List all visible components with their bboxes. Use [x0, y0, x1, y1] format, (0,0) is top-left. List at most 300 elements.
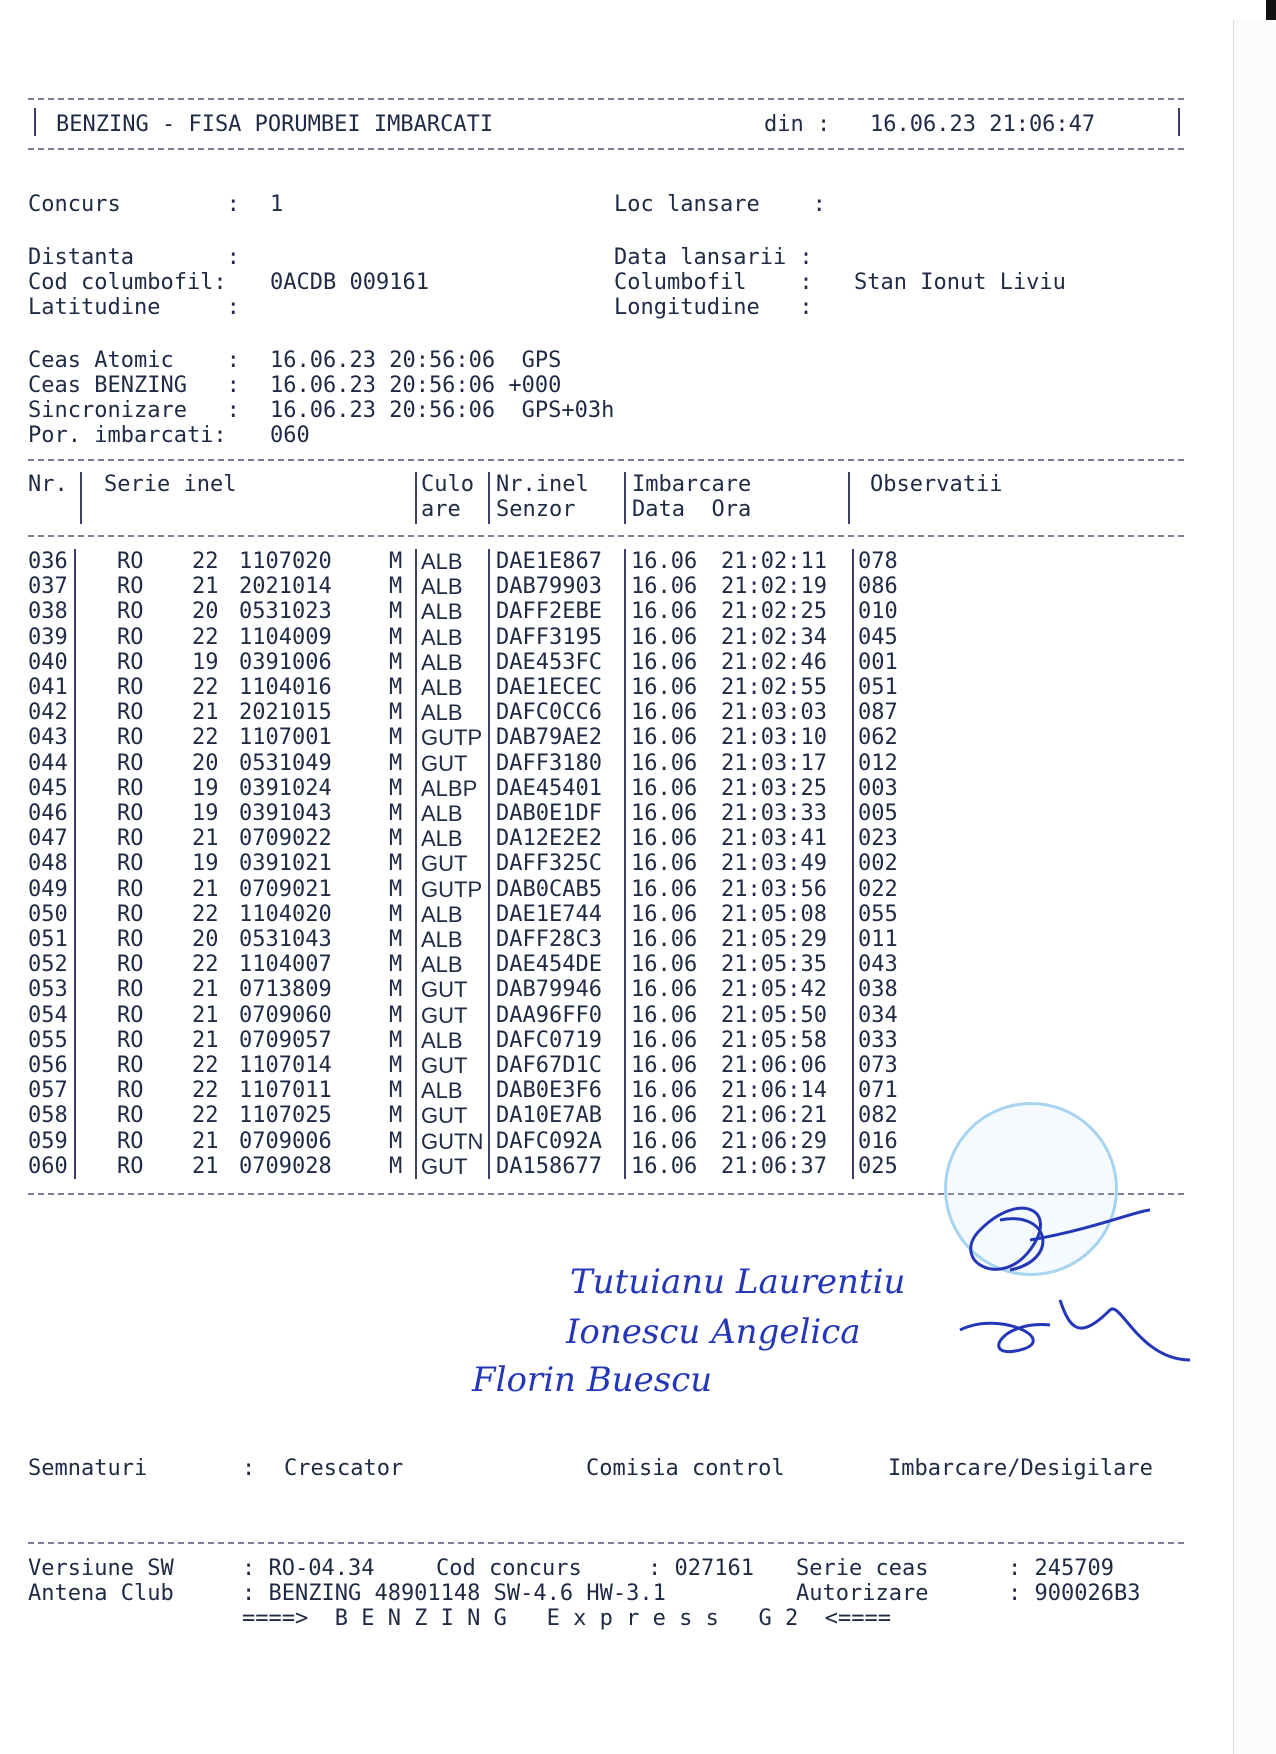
cell-date: 16.06	[631, 801, 698, 826]
concurs-label: Concurs :	[28, 192, 240, 217]
serie-ceas-value: : 245709	[1008, 1556, 1114, 1581]
cell-country: RO	[117, 801, 144, 826]
cell-date: 16.06	[631, 1103, 698, 1129]
cell-time: 21:06:37	[721, 1153, 827, 1179]
cell-color: ALB	[421, 1027, 463, 1053]
cell-nr: 046	[28, 801, 68, 826]
col-header-nr: Nr.	[28, 472, 68, 497]
col-header-imbarcare-1: Imbarcare	[632, 472, 752, 497]
longitudine-label: Longitudine :	[614, 295, 813, 320]
col-header-culoare-2: are	[421, 497, 461, 522]
body-col-sep-2	[415, 549, 417, 1179]
cell-date: 16.06	[631, 775, 698, 801]
header-left-bar	[34, 108, 36, 136]
cell-sex: M	[389, 1153, 403, 1179]
header-top-divider	[28, 98, 1184, 100]
cell-time: 21:03:17	[721, 750, 827, 776]
cell-ring: 0709057	[239, 1027, 332, 1053]
cell-date: 16.06	[631, 750, 698, 776]
antena-club-label: Antena Club	[28, 1581, 174, 1606]
crescator-label: Crescator	[284, 1456, 404, 1481]
table-header-divider	[28, 535, 1184, 537]
cell-date: 16.06	[631, 1053, 698, 1078]
cell-color: GUT	[421, 1053, 468, 1078]
table-row	[28, 851, 988, 876]
report-date-label: din :	[764, 112, 831, 137]
benzing-express-banner: ====> B E N Z I N G E x p r e s s G 2 <====	[242, 1606, 892, 1631]
cell-sex: M	[389, 1027, 403, 1053]
cell-sensor: DAA96FF0	[496, 1002, 602, 1028]
cell-ring: 0709028	[239, 1153, 332, 1179]
cell-country: RO	[117, 1103, 144, 1129]
cell-year: 21	[192, 876, 219, 902]
cell-sensor: DAFF28C3	[496, 927, 602, 952]
table-row	[28, 549, 988, 574]
distanta-label: Distanta :	[28, 245, 240, 270]
ceas-benzing-label: Ceas BENZING :	[28, 373, 240, 398]
cell-sensor: DA12E2E2	[496, 826, 602, 852]
cell-year: 22	[192, 952, 219, 978]
table-row	[28, 927, 988, 952]
header-col-sep-3	[488, 472, 490, 524]
handwriting-line-1: Tutuianu Laurentiu	[570, 1262, 906, 1302]
cell-ring: 0713809	[239, 977, 332, 1003]
cell-time: 21:02:34	[721, 624, 827, 650]
table-row	[28, 599, 988, 624]
table-row	[28, 1053, 988, 1078]
cell-date: 16.06	[631, 826, 698, 852]
cell-time: 21:03:56	[721, 876, 827, 902]
cell-year: 22	[192, 624, 219, 650]
cell-sex: M	[389, 750, 403, 776]
cell-obs: 022	[858, 876, 898, 902]
cell-year: 20	[192, 750, 219, 776]
cell-country: RO	[117, 649, 144, 675]
cell-time: 21:02:55	[721, 675, 827, 700]
header-col-sep-5	[848, 472, 850, 524]
columbofil-label: Columbofil :	[614, 270, 813, 295]
cell-sensor: DA10E7AB	[496, 1103, 602, 1129]
cell-color: ALB	[421, 826, 463, 852]
cod-columbofil-value: 0ACDB 009161	[270, 270, 429, 295]
body-col-sep-4	[624, 549, 626, 1179]
cell-obs: 045	[858, 624, 898, 650]
cell-ring: 2021014	[239, 574, 332, 600]
cell-ring: 0391043	[239, 801, 332, 826]
cell-country: RO	[117, 599, 144, 625]
cell-sensor: DAE1ECEC	[496, 675, 602, 700]
col-header-nrinel-2: Senzor	[496, 497, 576, 522]
cell-ring: 1104009	[239, 624, 332, 650]
cell-country: RO	[117, 675, 144, 700]
cell-color: GUTP	[421, 876, 483, 902]
cell-nr: 060	[28, 1153, 68, 1179]
cell-obs: 011	[858, 927, 898, 952]
cell-time: 21:03:41	[721, 826, 827, 852]
cell-nr: 051	[28, 927, 68, 952]
cell-sensor: DAF67D1C	[496, 1053, 602, 1078]
cell-color: ALBP	[421, 775, 478, 801]
cell-ring: 0709006	[239, 1128, 332, 1154]
cell-year: 21	[192, 977, 219, 1003]
cell-time: 21:05:42	[721, 977, 827, 1003]
cell-country: RO	[117, 1128, 144, 1154]
cell-time: 21:06:06	[721, 1053, 827, 1078]
cell-year: 21	[192, 1002, 219, 1028]
cell-year: 22	[192, 1103, 219, 1129]
cell-nr: 048	[28, 851, 68, 877]
table-row	[28, 902, 988, 927]
cell-country: RO	[117, 624, 144, 650]
cell-year: 20	[192, 599, 219, 625]
table-row	[28, 625, 988, 650]
table-row	[28, 1003, 988, 1028]
cod-columbofil-label: Cod columbofil:	[28, 270, 227, 295]
table-row	[28, 1129, 988, 1154]
cell-nr: 038	[28, 599, 68, 625]
cell-year: 22	[192, 675, 219, 700]
cell-sex: M	[389, 599, 403, 625]
cell-country: RO	[117, 549, 144, 574]
table-top-divider	[28, 459, 1184, 461]
cell-sex: M	[389, 624, 403, 650]
cell-sensor: DAE453FC	[496, 649, 602, 675]
cell-date: 16.06	[631, 574, 698, 600]
table-row	[28, 675, 988, 700]
cell-sex: M	[389, 725, 403, 751]
cell-country: RO	[117, 952, 144, 978]
cell-color: GUT	[421, 1002, 468, 1028]
cell-year: 21	[192, 826, 219, 852]
cell-date: 16.06	[631, 1078, 698, 1104]
cod-concurs-label: Cod concurs	[436, 1556, 582, 1581]
versiune-sw-value: : RO-04.34	[242, 1556, 375, 1581]
cell-year: 22	[192, 901, 219, 927]
concurs-value: 1	[270, 192, 284, 217]
handwriting-line-3: Florin Buescu	[472, 1360, 713, 1400]
cell-nr: 040	[28, 649, 68, 675]
ceas-atomic-value: 16.06.23 20:56:06 GPS	[270, 348, 562, 373]
cell-date: 16.06	[631, 876, 698, 902]
semnaturi-label: Semnaturi	[28, 1456, 148, 1481]
cell-sex: M	[389, 801, 403, 826]
cell-time: 21:03:49	[721, 851, 827, 877]
header-col-sep-4	[624, 472, 626, 524]
cod-concurs-value: : 027161	[648, 1556, 754, 1581]
cell-nr: 045	[28, 775, 68, 801]
cell-year: 19	[192, 775, 219, 801]
cell-nr: 056	[28, 1053, 68, 1078]
cell-sensor: DAFF3195	[496, 624, 602, 650]
cell-ring: 0391006	[239, 649, 332, 675]
table-row	[28, 952, 988, 977]
cell-country: RO	[117, 826, 144, 852]
cell-sensor: DAB79903	[496, 574, 602, 600]
cell-year: 21	[192, 574, 219, 600]
body-col-sep-1	[74, 549, 76, 1179]
cell-color: ALB	[421, 624, 463, 650]
cell-obs: 016	[858, 1128, 898, 1154]
cell-color: ALB	[421, 675, 463, 700]
cell-ring: 0531049	[239, 750, 332, 776]
table-row	[28, 1028, 988, 1053]
cell-nr: 052	[28, 952, 68, 978]
cell-sensor: DAB0E3F6	[496, 1078, 602, 1104]
cell-sex: M	[389, 1053, 403, 1078]
signature-scribbles	[940, 1190, 1230, 1420]
cell-color: ALB	[421, 649, 463, 675]
cell-sex: M	[389, 775, 403, 801]
cell-color: GUT	[421, 1153, 468, 1179]
cell-ring: 0531023	[239, 599, 332, 625]
cell-nr: 053	[28, 977, 68, 1003]
cell-obs: 038	[858, 977, 898, 1003]
cell-country: RO	[117, 574, 144, 600]
cell-nr: 043	[28, 725, 68, 751]
cell-country: RO	[117, 977, 144, 1003]
cell-date: 16.06	[631, 1027, 698, 1053]
cell-date: 16.06	[631, 675, 698, 700]
loc-lansare-label: Loc lansare :	[614, 192, 826, 217]
ceas-atomic-label: Ceas Atomic :	[28, 348, 240, 373]
cell-color: GUTP	[421, 725, 483, 751]
cell-nr: 041	[28, 675, 68, 700]
cell-color: GUT	[421, 851, 468, 877]
handwriting-line-2: Ionescu Angelica	[566, 1312, 861, 1352]
cell-nr: 049	[28, 876, 68, 902]
cell-nr: 036	[28, 549, 68, 574]
cell-year: 19	[192, 801, 219, 826]
cell-sensor: DAE1E744	[496, 901, 602, 927]
cell-time: 21:02:11	[721, 549, 827, 574]
columbofil-value: Stan Ionut Liviu	[854, 270, 1066, 295]
cell-time: 21:05:08	[721, 901, 827, 927]
cell-year: 19	[192, 851, 219, 877]
cell-sensor: DAE454DE	[496, 952, 602, 978]
cell-year: 19	[192, 649, 219, 675]
col-header-nrinel-1: Nr.inel	[496, 472, 589, 497]
cell-sex: M	[389, 927, 403, 952]
cell-time: 21:03:25	[721, 775, 827, 801]
cell-nr: 055	[28, 1027, 68, 1053]
cell-year: 22	[192, 549, 219, 574]
cell-country: RO	[117, 750, 144, 776]
cell-nr: 037	[28, 574, 68, 600]
cell-ring: 1104007	[239, 952, 332, 978]
cell-sex: M	[389, 1128, 403, 1154]
cell-date: 16.06	[631, 851, 698, 877]
cell-color: ALB	[421, 952, 463, 978]
cell-ring: 0709060	[239, 1002, 332, 1028]
cell-year: 20	[192, 927, 219, 952]
cell-color: GUT	[421, 750, 468, 776]
cell-nr: 042	[28, 700, 68, 726]
report-title: BENZING - FISA PORUMBEI IMBARCATI	[56, 112, 494, 137]
cell-sensor: DAB79AE2	[496, 725, 602, 751]
cell-nr: 047	[28, 826, 68, 852]
col-header-observatii: Observatii	[870, 472, 1003, 497]
cell-sex: M	[389, 649, 403, 675]
cell-obs: 082	[858, 1103, 898, 1129]
cell-date: 16.06	[631, 725, 698, 751]
table-row	[28, 877, 988, 902]
cell-obs: 055	[858, 901, 898, 927]
cell-year: 21	[192, 1153, 219, 1179]
cell-ring: 2021015	[239, 700, 332, 726]
cell-time: 21:03:33	[721, 801, 827, 826]
table-row	[28, 826, 988, 851]
cell-ring: 0709022	[239, 826, 332, 852]
cell-time: 21:05:29	[721, 927, 827, 952]
cell-sensor: DAE45401	[496, 775, 602, 801]
cell-country: RO	[117, 851, 144, 877]
footer-divider	[28, 1542, 1184, 1544]
report-date-value: 16.06.23 21:06:47	[870, 112, 1096, 137]
cell-country: RO	[117, 725, 144, 751]
cell-color: ALB	[421, 599, 463, 625]
cell-color: GUT	[421, 1103, 468, 1129]
col-header-culoare-1: Culo	[421, 472, 474, 497]
cell-time: 21:02:19	[721, 574, 827, 600]
cell-date: 16.06	[631, 1128, 698, 1154]
header-bottom-divider	[28, 148, 1184, 150]
cell-obs: 073	[858, 1053, 898, 1078]
porumbei-imbarcati-value: 060	[270, 423, 310, 448]
sincronizare-value: 16.06.23 20:56:06 GPS+03h	[270, 398, 615, 423]
cell-sensor: DAB0CAB5	[496, 876, 602, 902]
cell-nr: 050	[28, 901, 68, 927]
cell-ring: 1107001	[239, 725, 332, 751]
cell-sex: M	[389, 901, 403, 927]
cell-sensor: DAFF2EBE	[496, 599, 602, 625]
cell-time: 21:02:25	[721, 599, 827, 625]
cell-obs: 023	[858, 826, 898, 852]
autorizare-value: : 900026B3	[1008, 1581, 1141, 1606]
cell-sex: M	[389, 700, 403, 726]
table-row	[28, 776, 988, 801]
cell-sex: M	[389, 675, 403, 700]
cell-obs: 002	[858, 851, 898, 877]
cell-country: RO	[117, 1002, 144, 1028]
cell-time: 21:06:29	[721, 1128, 827, 1154]
cell-obs: 010	[858, 599, 898, 625]
cell-color: GUT	[421, 977, 468, 1003]
cell-color: ALB	[421, 927, 463, 952]
cell-time: 21:05:35	[721, 952, 827, 978]
semnaturi-colon: :	[242, 1456, 256, 1481]
cell-obs: 043	[858, 952, 898, 978]
porumbei-imbarcati-label: Por. imbarcati:	[28, 423, 227, 448]
cell-country: RO	[117, 775, 144, 801]
cell-sex: M	[389, 1078, 403, 1104]
cell-date: 16.06	[631, 952, 698, 978]
cell-date: 16.06	[631, 649, 698, 675]
cell-sex: M	[389, 876, 403, 902]
comisia-control-label: Comisia control	[586, 1456, 785, 1481]
cell-sensor: DAFF3180	[496, 750, 602, 776]
cell-nr: 057	[28, 1078, 68, 1104]
cell-date: 16.06	[631, 700, 698, 726]
cell-obs: 087	[858, 700, 898, 726]
cell-sex: M	[389, 1103, 403, 1129]
cell-nr: 054	[28, 1002, 68, 1028]
cell-year: 22	[192, 725, 219, 751]
cell-ring: 1107011	[239, 1078, 332, 1104]
cell-sensor: DAFF325C	[496, 851, 602, 877]
cell-color: ALB	[421, 901, 463, 927]
cell-time: 21:05:58	[721, 1027, 827, 1053]
cell-nr: 059	[28, 1128, 68, 1154]
cell-sensor: DAFC0719	[496, 1027, 602, 1053]
cell-time: 21:06:21	[721, 1103, 827, 1129]
autorizare-label: Autorizare	[796, 1581, 929, 1606]
cell-ring: 1104020	[239, 901, 332, 927]
cell-time: 21:03:10	[721, 725, 827, 751]
cell-time: 21:05:50	[721, 1002, 827, 1028]
table-row	[28, 1103, 988, 1128]
cell-obs: 062	[858, 725, 898, 751]
cell-obs: 033	[858, 1027, 898, 1053]
cell-ring: 0391024	[239, 775, 332, 801]
cell-country: RO	[117, 1027, 144, 1053]
cell-sex: M	[389, 1002, 403, 1028]
cell-obs: 012	[858, 750, 898, 776]
cell-ring: 1104016	[239, 675, 332, 700]
cell-date: 16.06	[631, 901, 698, 927]
serie-ceas-label: Serie ceas	[796, 1556, 929, 1581]
cell-year: 21	[192, 700, 219, 726]
cell-sex: M	[389, 851, 403, 877]
body-col-sep-5	[852, 549, 854, 1179]
cell-country: RO	[117, 901, 144, 927]
cell-ring: 1107014	[239, 1053, 332, 1078]
cell-sensor: DAB79946	[496, 977, 602, 1003]
cell-date: 16.06	[631, 1153, 698, 1179]
cell-sensor: DAB0E1DF	[496, 801, 602, 826]
sincronizare-label: Sincronizare :	[28, 398, 240, 423]
cell-obs: 034	[858, 1002, 898, 1028]
cell-year: 21	[192, 1027, 219, 1053]
ceas-benzing-value: 16.06.23 20:56:06 +000	[270, 373, 562, 398]
cell-obs: 051	[858, 675, 898, 700]
cell-sex: M	[389, 826, 403, 852]
cell-color: ALB	[421, 700, 463, 726]
cell-country: RO	[117, 927, 144, 952]
scan-page-edge	[1233, 20, 1276, 1754]
cell-date: 16.06	[631, 599, 698, 625]
table-row	[28, 751, 988, 776]
cell-ring: 1107020	[239, 549, 332, 574]
cell-country: RO	[117, 1078, 144, 1104]
cell-ring: 0391021	[239, 851, 332, 877]
cell-sex: M	[389, 549, 403, 574]
cell-time: 21:02:46	[721, 649, 827, 675]
cell-date: 16.06	[631, 549, 698, 574]
cell-nr: 058	[28, 1103, 68, 1129]
cell-year: 22	[192, 1053, 219, 1078]
cell-ring: 1107025	[239, 1103, 332, 1129]
cell-date: 16.06	[631, 977, 698, 1003]
cell-obs: 086	[858, 574, 898, 600]
cell-ring: 0531043	[239, 927, 332, 952]
cell-obs: 005	[858, 801, 898, 826]
cell-color: ALB	[421, 1078, 463, 1104]
cell-color: ALB	[421, 801, 463, 826]
table-row	[28, 700, 988, 725]
cell-country: RO	[117, 1053, 144, 1078]
cell-nr: 039	[28, 624, 68, 650]
header-right-bar	[1178, 108, 1180, 136]
